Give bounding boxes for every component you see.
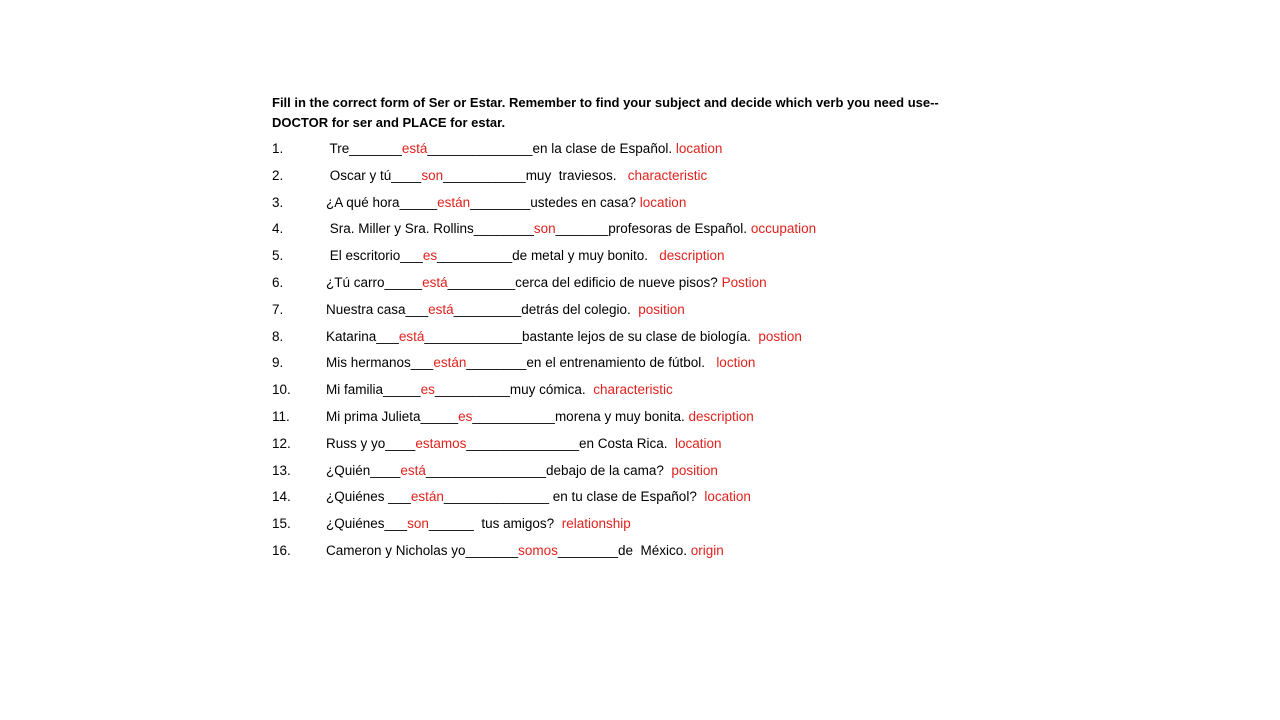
- answer-word: está: [428, 301, 454, 317]
- exercise-item: [272, 300, 1032, 327]
- item-sentence: [326, 514, 631, 534]
- item-number: 13.: [272, 462, 291, 478]
- blank-line: _____: [383, 382, 421, 398]
- answer-reason: location: [639, 194, 687, 210]
- sentence-start: El escritorio: [326, 248, 401, 264]
- item-sentence: [326, 139, 722, 159]
- item-number: 2.: [272, 167, 284, 183]
- blank-line: ___________: [472, 408, 555, 424]
- answer-reason: Postion: [721, 274, 767, 290]
- item-number: 10.: [272, 382, 291, 398]
- item-number: 1.: [272, 141, 284, 156]
- item-number: 14.: [272, 489, 291, 505]
- exercise-item: [272, 461, 1032, 488]
- exercise-item: [272, 273, 1032, 300]
- blank-line: _________: [447, 274, 516, 290]
- sentence-end: debajo de la cama?: [546, 462, 672, 478]
- answer-word: es: [458, 408, 473, 424]
- exercise-item: [272, 219, 1032, 246]
- blank-line: ____: [385, 435, 416, 451]
- sentence-start: Katarina: [326, 328, 377, 344]
- sentence-end: cerca del edificio de nueve pisos?: [515, 274, 722, 290]
- blank-line: ________________: [425, 462, 546, 478]
- blank-line: _____________: [424, 328, 522, 344]
- item-number: 6.: [272, 274, 284, 290]
- item-number: 12.: [272, 435, 291, 451]
- answer-word: es: [420, 382, 435, 398]
- item-sentence: [326, 541, 724, 561]
- answer-word: están: [410, 489, 444, 505]
- blank-line: ____: [391, 167, 422, 183]
- sentence-end: en Costa Rica.: [578, 435, 676, 451]
- sentence-end: en tu clase de Español?: [548, 489, 705, 505]
- blank-line: ___: [405, 301, 429, 317]
- blank-line: ____: [370, 462, 401, 478]
- answer-reason: occupation: [750, 221, 817, 237]
- item-number: 15.: [272, 516, 291, 532]
- sentence-start: Mis hermanos: [326, 355, 411, 371]
- sentence-start: Russ y yo: [326, 435, 386, 451]
- blank-line: __________: [437, 248, 513, 264]
- sentence-end: detrás del colegio.: [521, 301, 639, 317]
- item-number: 9.: [272, 355, 284, 371]
- item-sentence: [326, 327, 802, 347]
- item-sentence: [326, 487, 751, 507]
- sentence-start: ¿Quiénes: [326, 516, 385, 532]
- item-number: 3.: [272, 194, 284, 210]
- answer-word: está: [398, 328, 425, 344]
- instructions-line-2: DOCTOR for ser and PLACE for estar.: [272, 115, 506, 130]
- sentence-start: ¿Quién: [326, 462, 371, 478]
- item-sentence: [326, 273, 767, 293]
- exercise-item: [272, 514, 1032, 541]
- answer-word: es: [422, 248, 438, 264]
- item-sentence: [326, 219, 816, 239]
- item-number: 4.: [272, 221, 284, 237]
- instructions: [272, 93, 1012, 133]
- blank-line: ______________: [443, 489, 549, 505]
- exercise-item: [272, 139, 1032, 166]
- item-sentence: [326, 193, 686, 213]
- answer-word: está: [400, 462, 426, 478]
- sentence-end: muy cómica.: [509, 382, 594, 398]
- blank-line: ___: [388, 489, 411, 505]
- answer-reason: postion: [758, 328, 802, 344]
- item-number: 5.: [272, 248, 284, 264]
- answer-reason: characteristic: [627, 167, 708, 183]
- blank-line: ________: [557, 542, 618, 558]
- item-sentence: [326, 246, 725, 266]
- blank-line: ___: [410, 355, 434, 371]
- answer-reason: position: [638, 301, 685, 317]
- sentence-end: tus amigos?: [473, 516, 562, 532]
- answer-word: son: [533, 221, 556, 237]
- blank-line: _____: [384, 274, 423, 290]
- sentence-end: morena y muy bonita.: [554, 408, 689, 424]
- blank-line: _____: [420, 408, 459, 424]
- exercise-item: [272, 246, 1032, 273]
- exercise-item: [272, 407, 1032, 434]
- sentence-end: bastante lejos de su clase de biología.: [521, 328, 759, 344]
- item-sentence: [326, 353, 755, 373]
- blank-line: _________: [453, 301, 522, 317]
- sentence-start: Nuestra casa: [326, 301, 406, 317]
- answer-word: está: [422, 274, 448, 290]
- exercise-item: [272, 166, 1032, 193]
- sentence-start: Sra. Miller y Sra. Rollins: [326, 221, 474, 237]
- answer-reason: description: [688, 408, 754, 424]
- answer-word: son: [421, 167, 444, 183]
- item-number: 8.: [272, 328, 284, 344]
- item-sentence: [326, 434, 722, 454]
- sentence-end: de metal y muy bonito.: [512, 248, 660, 264]
- blank-line: ___: [400, 248, 423, 264]
- blank-line: ________: [470, 194, 531, 210]
- answer-reason: characteristic: [593, 382, 673, 398]
- blank-line: ________: [473, 221, 534, 237]
- blank-line: ________: [466, 355, 527, 371]
- answer-reason: location: [704, 489, 751, 505]
- exercise-item: [272, 193, 1032, 220]
- answer-reason: origin: [690, 542, 724, 558]
- item-sentence: [326, 380, 673, 400]
- sentence-start: Mi familia: [326, 382, 384, 398]
- blank-line: ______: [428, 516, 474, 532]
- exercise-item: [272, 487, 1032, 514]
- sentence-start: ¿Quiénes: [326, 489, 389, 505]
- answer-reason: location: [675, 435, 722, 451]
- answer-word: están: [437, 194, 471, 210]
- item-number: 16.: [272, 542, 291, 558]
- item-number: 11.: [272, 408, 290, 424]
- answer-reason: relationship: [561, 516, 631, 532]
- exercise-item: [272, 380, 1032, 407]
- sentence-end: de México.: [617, 542, 691, 558]
- sentence-start: Tre: [326, 141, 350, 156]
- instructions-line-1: Fill in the correct form of Ser or Estar. Remember to find your subject and decide which verb you need use--: [272, 95, 939, 110]
- exercise-item: [272, 353, 1032, 380]
- answer-reason: location: [675, 141, 723, 156]
- exercise-item: [272, 327, 1032, 354]
- blank-line: ___________: [443, 167, 526, 183]
- answer-word: está: [401, 141, 428, 156]
- sentence-start: Cameron y Nicholas yo: [326, 542, 466, 558]
- blank-line: __________: [434, 382, 510, 398]
- sentence-end: en el entrenamiento de fútbol.: [526, 355, 717, 371]
- answer-reason: loction: [716, 355, 756, 371]
- sentence-end: muy traviesos.: [525, 167, 628, 183]
- sentence-end: en la clase de Español.: [532, 141, 676, 156]
- exercise-item: [272, 434, 1032, 461]
- answer-word: están: [433, 355, 467, 371]
- blank-line: _______________: [466, 435, 579, 451]
- item-number: 7.: [272, 301, 284, 317]
- blank-line: _______: [349, 141, 402, 156]
- answer-word: estamos: [415, 435, 467, 451]
- item-sentence: [326, 300, 685, 320]
- blank-line: ______________: [427, 141, 533, 156]
- sentence-end: ustedes en casa?: [530, 194, 640, 210]
- answer-word: somos: [518, 542, 558, 558]
- item-sentence: [326, 407, 754, 427]
- exercise-list: [272, 139, 1032, 568]
- blank-line: ___: [376, 328, 399, 344]
- item-sentence: [326, 166, 707, 186]
- blank-line: _____: [399, 194, 438, 210]
- answer-reason: description: [659, 248, 725, 264]
- blank-line: _______: [555, 221, 609, 237]
- blank-line: _______: [465, 542, 519, 558]
- sentence-start: ¿A qué hora: [326, 194, 400, 210]
- item-sentence: [326, 461, 718, 481]
- sentence-start: Oscar y tú: [326, 167, 392, 183]
- sentence-end: profesoras de Español.: [608, 221, 751, 237]
- sentence-start: Mi prima Julieta: [326, 408, 421, 424]
- sentence-start: ¿Tú carro: [326, 274, 385, 290]
- exercise-item: [272, 541, 1032, 568]
- blank-line: ___: [384, 516, 408, 532]
- answer-reason: position: [671, 462, 718, 478]
- answer-word: son: [407, 516, 429, 532]
